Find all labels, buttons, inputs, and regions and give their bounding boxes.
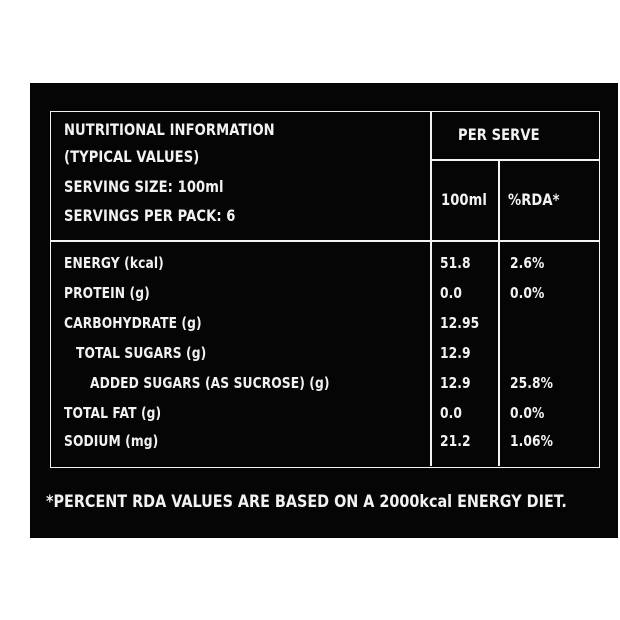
row-rda-sodium: 1.06% <box>510 432 554 450</box>
per-serve-divider <box>430 159 599 161</box>
row-amount-total-fat: 0.0 <box>440 404 463 422</box>
nutrition-label-panel <box>30 83 618 538</box>
nutrition-table <box>50 111 600 468</box>
row-rda-total-fat: 0.0% <box>510 404 545 422</box>
table-title: NUTRITIONAL INFORMATION <box>64 120 275 139</box>
row-amount-carbohydrate: 12.95 <box>440 314 480 332</box>
row-rda-energy: 2.6% <box>510 254 545 272</box>
row-amount-energy: 51.8 <box>440 254 471 272</box>
rda-column-heading: %RDA* <box>508 190 560 209</box>
row-rda-protein: 0.0% <box>510 284 545 302</box>
row-label-carbohydrate: CARBOHYDRATE (g) <box>64 314 202 332</box>
row-label-added-sugars: ADDED SUGARS (AS SUCROSE) (g) <box>90 374 330 392</box>
row-label-sodium: SODIUM (mg) <box>64 432 159 450</box>
row-amount-total-sugars: 12.9 <box>440 344 471 362</box>
row-amount-added-sugars: 12.9 <box>440 374 471 392</box>
row-label-protein: PROTEIN (g) <box>64 284 150 302</box>
amount-column-heading: 100ml <box>441 190 487 209</box>
row-rda-added-sugars: 25.8% <box>510 374 554 392</box>
column-divider-rda <box>498 159 500 466</box>
rda-footnote: *PERCENT RDA VALUES ARE BASED ON A 2000kcal ENERGY DIET. <box>46 492 567 512</box>
row-label-total-fat: TOTAL FAT (g) <box>64 404 162 422</box>
per-serve-heading: PER SERVE <box>458 125 540 144</box>
header-divider <box>51 240 599 242</box>
servings-per-pack: SERVINGS PER PACK: 6 <box>64 206 236 225</box>
row-label-total-sugars: TOTAL SUGARS (g) <box>76 344 207 362</box>
table-subtitle: (TYPICAL VALUES) <box>64 147 200 166</box>
column-divider-main <box>430 112 432 466</box>
serving-size: SERVING SIZE: 100ml <box>64 177 224 196</box>
row-label-energy: ENERGY (kcal) <box>64 254 164 272</box>
row-amount-sodium: 21.2 <box>440 432 471 450</box>
row-amount-protein: 0.0 <box>440 284 463 302</box>
